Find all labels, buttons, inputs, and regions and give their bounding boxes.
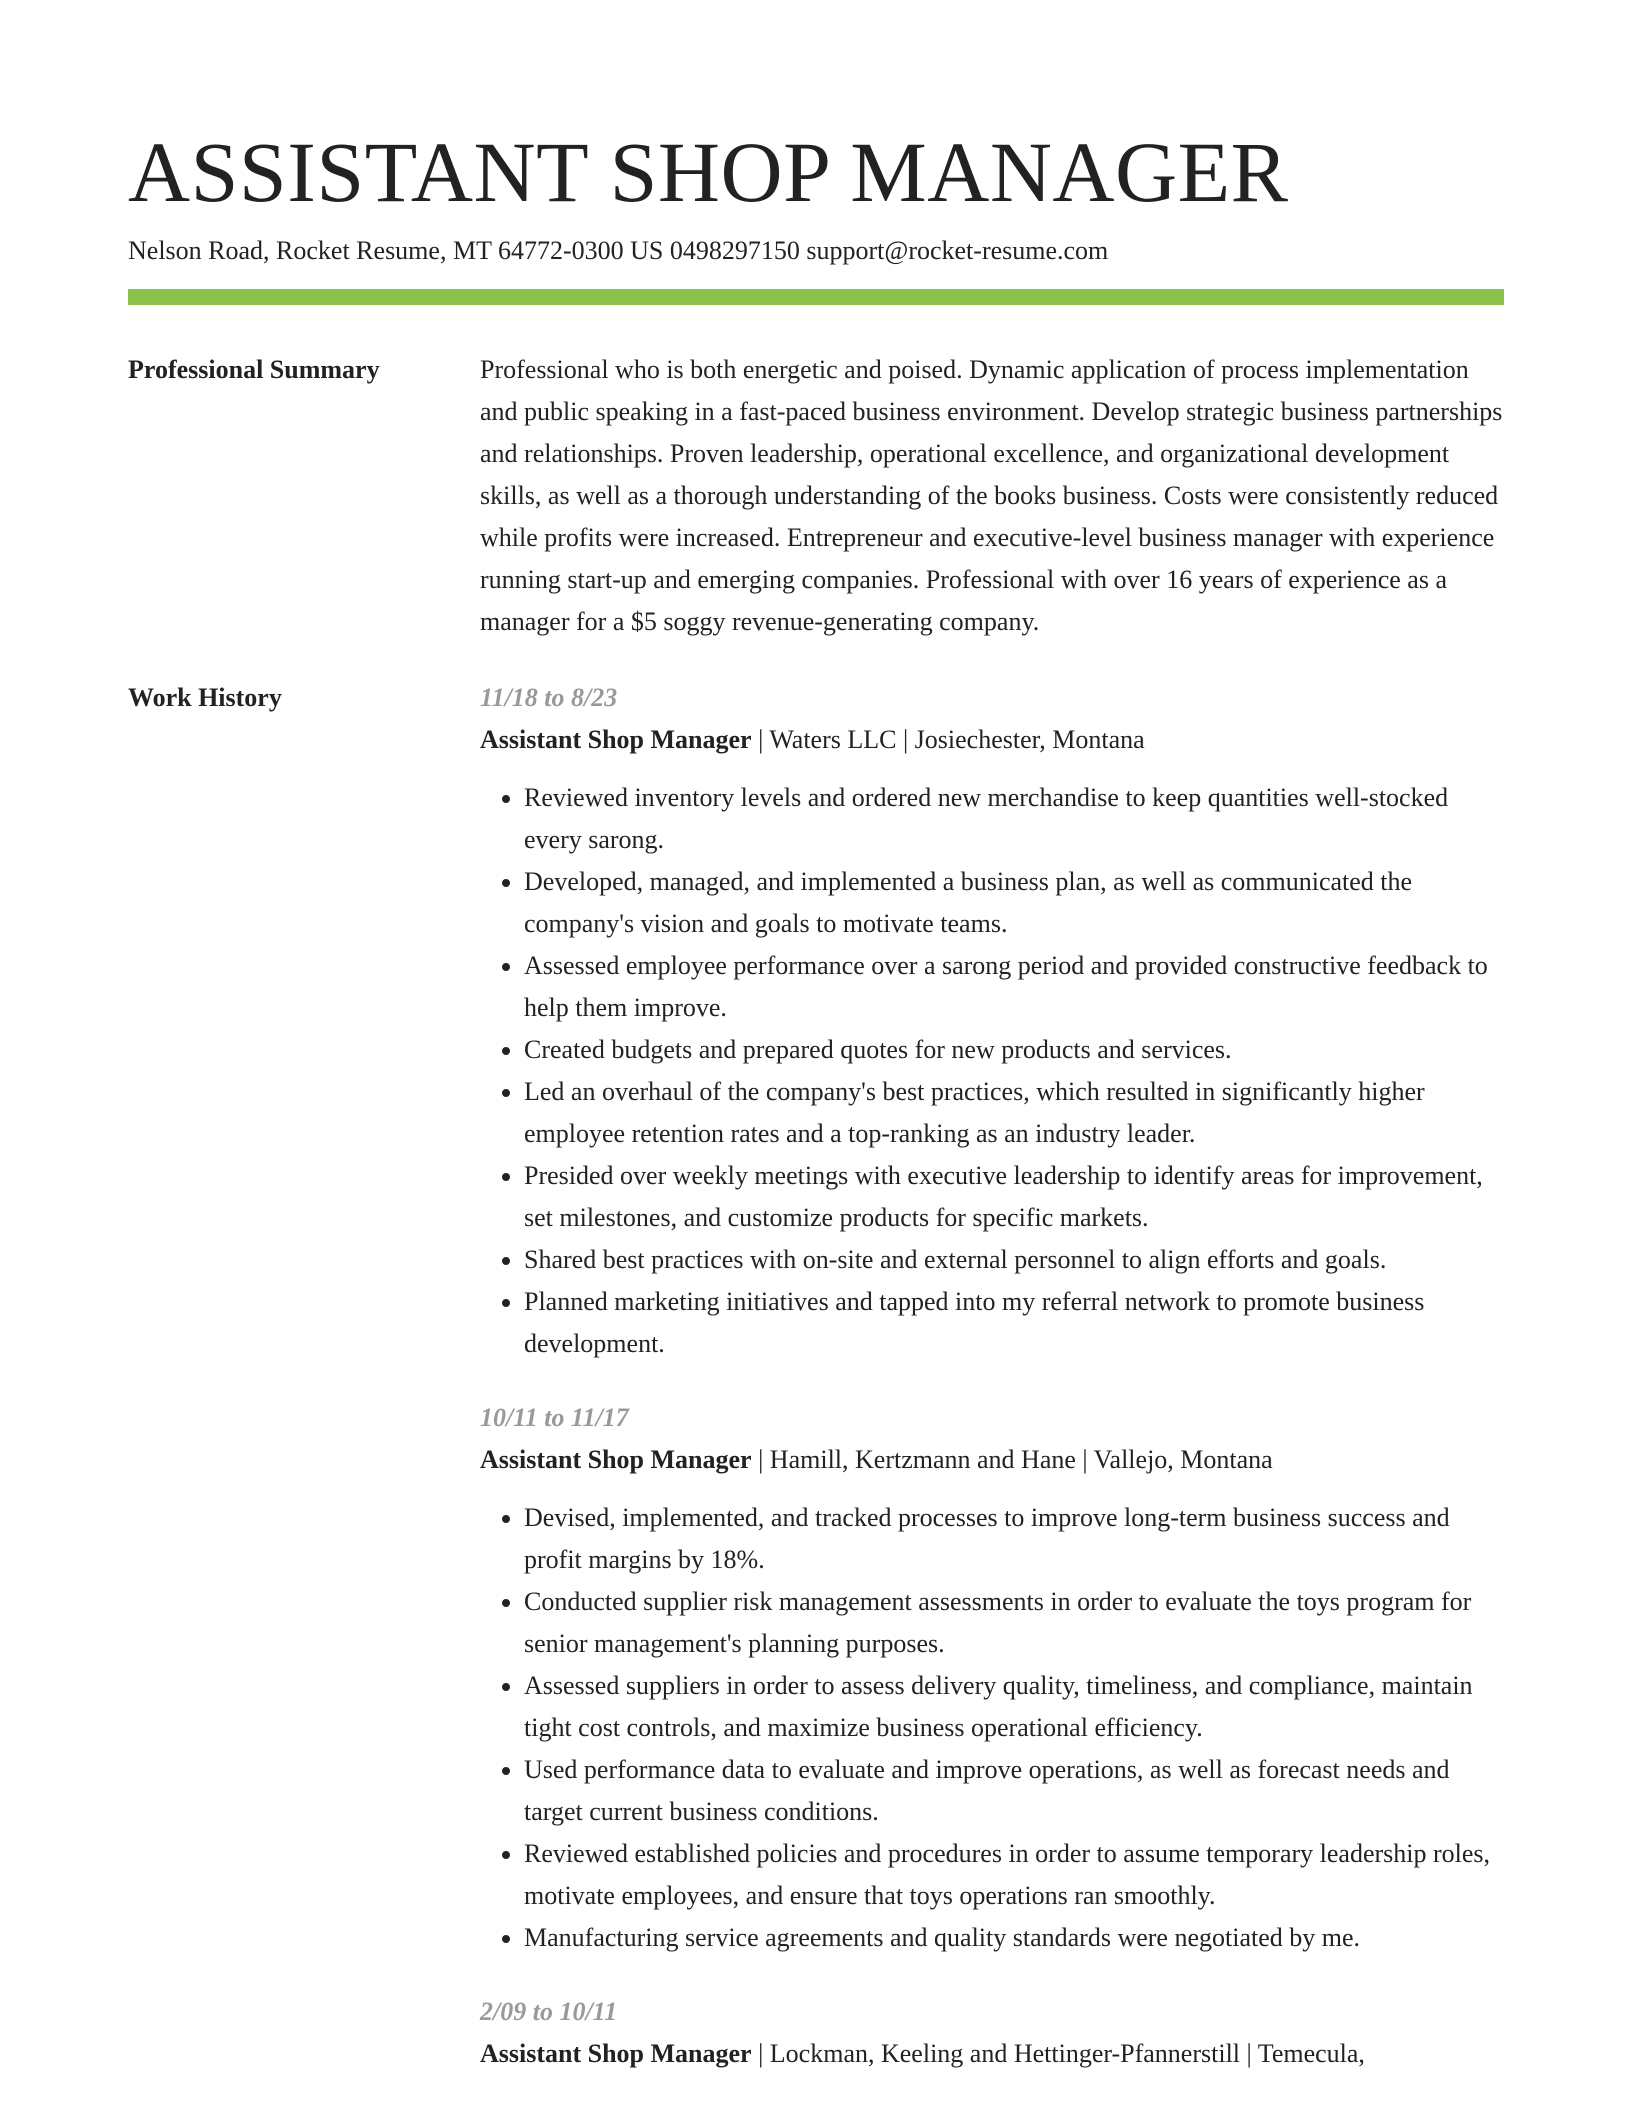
- job-bullet-list: [480, 1497, 1504, 1959]
- job-bullet-item: • Reviewed inventory levels and ordered new merchandise to keep quantities well-stocked every sarong.: [524, 777, 1504, 861]
- section-label-professional-summary: Professional Summary: [128, 355, 380, 384]
- job-bullet-item: • Assessed employee performance over a sarong period and provided constructive feedback to help them improve.: [524, 945, 1504, 1029]
- summary-body: [480, 349, 1504, 643]
- job-bullet-item: • Presided over weekly meetings with executive leadership to identify areas for improvement, set milestones, and customize products for specific markets.: [524, 1155, 1504, 1239]
- work-history-body: [480, 677, 1504, 2107]
- work-history-section: [128, 677, 1504, 2107]
- job-heading: [480, 2033, 1504, 2075]
- professional-summary-section: [128, 349, 1504, 643]
- job-entry: [480, 1991, 1504, 2075]
- job-bullet-item: • Planned marketing initiatives and tapped into my referral network to promote business development.: [524, 1281, 1504, 1365]
- job-company-location: | Lockman, Keeling and Hettinger-Pfannerstill | Temecula,: [751, 2039, 1365, 2068]
- accent-divider: [128, 289, 1504, 305]
- job-bullet-item: • Shared best practices with on-site and external personnel to align efforts and goals.: [524, 1239, 1504, 1281]
- job-bullet-list: [480, 777, 1504, 1365]
- job-dates: 2/09 to 10/11: [480, 1997, 618, 2026]
- job-dates: 10/11 to 11/17: [480, 1403, 629, 1432]
- job-title: Assistant Shop Manager: [480, 2039, 752, 2068]
- job-dates: 11/18 to 8/23: [480, 683, 618, 712]
- job-heading: [480, 719, 1504, 761]
- job-company-location: | Waters LLC | Josiechester, Montana: [751, 725, 1145, 754]
- summary-text: Professional who is both energetic and poised. Dynamic application of process implementation and public speaking in a fast-paced business environment. Develop strategic business partnerships and relationships. Proven leadership, operational excellence, and organizational development skills, as well as a thorough understanding of the books business. Costs were consistently reduced while profits were increased. Entrepreneur and executive-level business manager with experience running start-up and emerging companies. Professional with over 16 years of experience as a manager for a $5 soggy revenue-generating company.: [480, 355, 1503, 636]
- job-bullet-item: • Created budgets and prepared quotes for new products and services.: [524, 1029, 1504, 1071]
- job-heading: [480, 1439, 1504, 1481]
- job-bullet-item: • Manufacturing service agreements and quality standards were negotiated by me.: [524, 1917, 1504, 1959]
- job-bullet-item: • Devised, implemented, and tracked processes to improve long-term business success and profit margins by 18%.: [524, 1497, 1504, 1581]
- job-entry: [480, 1397, 1504, 1959]
- job-bullet-item: • Led an overhaul of the company's best practices, which resulted in significantly higher employee retention rates and a top-ranking as an industry leader.: [524, 1071, 1504, 1155]
- job-bullet-item: • Assessed suppliers in order to assess delivery quality, timeliness, and compliance, maintain tight cost controls, and maximize business operational efficiency.: [524, 1665, 1504, 1749]
- job-bullet-item: • Reviewed established policies and procedures in order to assume temporary leadership roles, motivate employees, and ensure that toys operations ran smoothly.: [524, 1833, 1504, 1917]
- job-title: Assistant Shop Manager: [480, 1445, 752, 1474]
- resume-page: [128, 0, 1504, 2107]
- job-entry: [480, 677, 1504, 1365]
- job-bullet-item: • Used performance data to evaluate and improve operations, as well as forecast needs and target current business conditions.: [524, 1749, 1504, 1833]
- resume-name-heading: ASSISTANT SHOP MANAGER: [128, 124, 1289, 220]
- section-label-work-history: Work History: [128, 683, 282, 712]
- contact-line: Nelson Road, Rocket Resume, MT 64772-0300 US 0498297150 support@rocket-resume.com: [128, 236, 1109, 265]
- job-company-location: | Hamill, Kertzmann and Hane | Vallejo, Montana: [751, 1445, 1273, 1474]
- job-title: Assistant Shop Manager: [480, 725, 752, 754]
- job-bullet-item: • Developed, managed, and implemented a business plan, as well as communicated the company's vision and goals to motivate teams.: [524, 861, 1504, 945]
- job-bullet-item: • Conducted supplier risk management assessments in order to evaluate the toys program for senior management's planning purposes.: [524, 1581, 1504, 1665]
